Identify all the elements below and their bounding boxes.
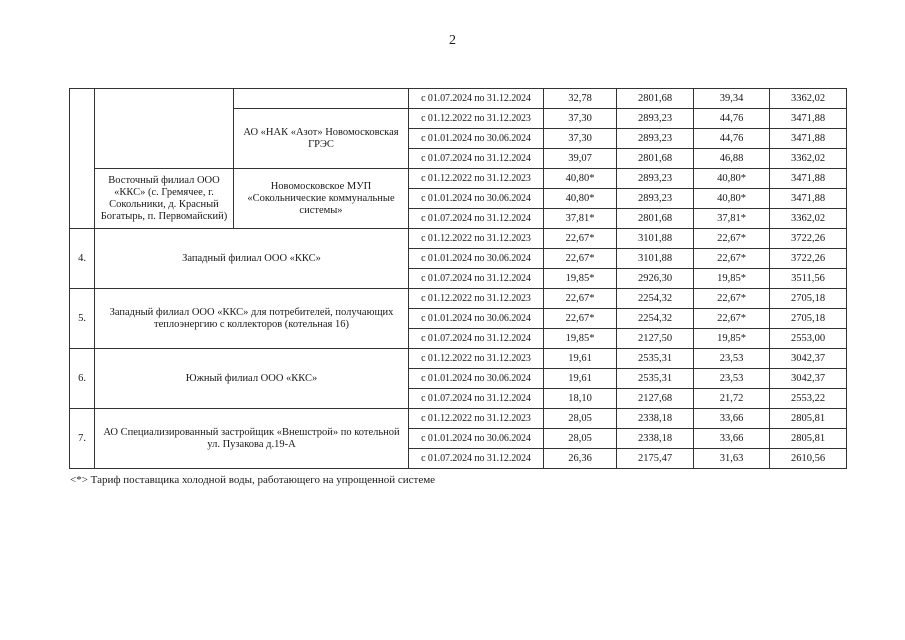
supplier-cell: АО «НАК «Азот» Новомосковская ГРЭС [234, 109, 409, 169]
period-cell: с 01.07.2024 по 31.12.2024 [409, 209, 544, 229]
period-cell: с 01.01.2024 по 30.06.2024 [409, 129, 544, 149]
value-cell: 22,67* [694, 309, 770, 329]
value-cell: 37,81* [544, 209, 617, 229]
supplier-cell: Новомосковское МУП «Сокольнические коммунальные системы» [234, 169, 409, 229]
footnote: <*> Тариф поставщика холодной воды, работающего на упрощенной системе [70, 474, 436, 486]
period-cell: с 01.01.2024 по 30.06.2024 [409, 369, 544, 389]
value-cell: 3101,88 [617, 249, 694, 269]
period-cell: с 01.01.2024 по 30.06.2024 [409, 249, 544, 269]
value-cell: 2893,23 [617, 169, 694, 189]
value-cell: 28,05 [544, 409, 617, 429]
value-cell: 2254,32 [617, 289, 694, 309]
table-row [70, 169, 847, 189]
period-cell: с 01.01.2024 по 30.06.2024 [409, 189, 544, 209]
value-cell: 31,63 [694, 449, 770, 469]
value-cell: 46,88 [694, 149, 770, 169]
period-cell: с 01.12.2022 по 31.12.2023 [409, 109, 544, 129]
value-cell: 2535,31 [617, 349, 694, 369]
value-cell: 2127,68 [617, 389, 694, 409]
tariff-table [69, 88, 847, 469]
value-cell: 26,36 [544, 449, 617, 469]
period-cell: с 01.12.2022 по 31.12.2023 [409, 289, 544, 309]
value-cell: 3722,26 [770, 229, 847, 249]
branch-name-cell: АО Специализированный застройщик «Внешстрой» по котельной ул. Пузакова д.19-А [95, 409, 409, 469]
value-cell: 2175,47 [617, 449, 694, 469]
value-cell: 39,07 [544, 149, 617, 169]
value-cell: 37,30 [544, 109, 617, 129]
period-cell: с 01.07.2024 по 31.12.2024 [409, 329, 544, 349]
table-row [70, 229, 847, 249]
value-cell: 40,80* [694, 169, 770, 189]
supplier-cell [234, 89, 409, 109]
value-cell: 22,67* [544, 309, 617, 329]
value-cell: 32,78 [544, 89, 617, 109]
period-cell: с 01.07.2024 по 31.12.2024 [409, 449, 544, 469]
value-cell: 22,67* [544, 249, 617, 269]
value-cell: 2801,68 [617, 149, 694, 169]
value-cell: 22,67* [544, 229, 617, 249]
period-cell: с 01.07.2024 по 31.12.2024 [409, 389, 544, 409]
value-cell: 19,85* [694, 329, 770, 349]
value-cell: 3362,02 [770, 89, 847, 109]
value-cell: 19,61 [544, 369, 617, 389]
value-cell: 3042,37 [770, 349, 847, 369]
branch-cell: Восточный филиал ООО «ККС» (с. Гремячее, г. Сокольники, д. Красный Богатырь, п. Первомайский) [95, 169, 234, 229]
value-cell: 3101,88 [617, 229, 694, 249]
row-number-cell: 7. [70, 409, 95, 469]
value-cell: 3362,02 [770, 149, 847, 169]
value-cell: 19,85* [544, 329, 617, 349]
value-cell: 37,30 [544, 129, 617, 149]
branch-name-cell: Западный филиал ООО «ККС» для потребителей, получающих теплоэнергию с коллекторов (котельная 16) [95, 289, 409, 349]
value-cell: 33,66 [694, 429, 770, 449]
value-cell: 2705,18 [770, 309, 847, 329]
period-cell: с 01.12.2022 по 31.12.2023 [409, 349, 544, 369]
value-cell: 23,53 [694, 369, 770, 389]
value-cell: 2893,23 [617, 129, 694, 149]
period-cell: с 01.12.2022 по 31.12.2023 [409, 409, 544, 429]
value-cell: 22,67* [694, 249, 770, 269]
value-cell: 44,76 [694, 129, 770, 149]
value-cell: 2805,81 [770, 429, 847, 449]
value-cell: 2893,23 [617, 189, 694, 209]
table-row [70, 349, 847, 369]
row-number-cell [70, 89, 95, 229]
value-cell: 2893,23 [617, 109, 694, 129]
value-cell: 40,80* [544, 169, 617, 189]
value-cell: 3511,56 [770, 269, 847, 289]
value-cell: 44,76 [694, 109, 770, 129]
row-number-cell: 5. [70, 289, 95, 349]
value-cell: 2127,50 [617, 329, 694, 349]
value-cell: 23,53 [694, 349, 770, 369]
value-cell: 2610,56 [770, 449, 847, 469]
value-cell: 3471,88 [770, 169, 847, 189]
period-cell: с 01.07.2024 по 31.12.2024 [409, 89, 544, 109]
value-cell: 21,72 [694, 389, 770, 409]
value-cell: 2801,68 [617, 209, 694, 229]
period-cell: с 01.12.2022 по 31.12.2023 [409, 169, 544, 189]
page-number: 2 [449, 33, 456, 48]
value-cell: 3362,02 [770, 209, 847, 229]
period-cell: с 01.12.2022 по 31.12.2023 [409, 229, 544, 249]
value-cell: 18,10 [544, 389, 617, 409]
row-number-cell: 4. [70, 229, 95, 289]
value-cell: 22,67* [694, 229, 770, 249]
value-cell: 19,61 [544, 349, 617, 369]
branch-name-cell: Южный филиал ООО «ККС» [95, 349, 409, 409]
value-cell: 2805,81 [770, 409, 847, 429]
value-cell: 37,81* [694, 209, 770, 229]
table-row [70, 409, 847, 429]
table-row [70, 89, 847, 109]
value-cell: 2705,18 [770, 289, 847, 309]
value-cell: 2926,30 [617, 269, 694, 289]
value-cell: 2338,18 [617, 409, 694, 429]
value-cell: 2553,22 [770, 389, 847, 409]
value-cell: 28,05 [544, 429, 617, 449]
value-cell: 3722,26 [770, 249, 847, 269]
value-cell: 33,66 [694, 409, 770, 429]
value-cell: 40,80* [544, 189, 617, 209]
value-cell: 2801,68 [617, 89, 694, 109]
value-cell: 2553,00 [770, 329, 847, 349]
value-cell: 19,85* [544, 269, 617, 289]
row-number-cell: 6. [70, 349, 95, 409]
value-cell: 3471,88 [770, 189, 847, 209]
value-cell: 2338,18 [617, 429, 694, 449]
value-cell: 22,67* [694, 289, 770, 309]
period-cell: с 01.01.2024 по 30.06.2024 [409, 429, 544, 449]
value-cell: 2254,32 [617, 309, 694, 329]
branch-name-cell: Западный филиал ООО «ККС» [95, 229, 409, 289]
value-cell: 3042,37 [770, 369, 847, 389]
period-cell: с 01.07.2024 по 31.12.2024 [409, 149, 544, 169]
value-cell: 3471,88 [770, 109, 847, 129]
value-cell: 3471,88 [770, 129, 847, 149]
value-cell: 40,80* [694, 189, 770, 209]
branch-cell [95, 89, 234, 169]
value-cell: 39,34 [694, 89, 770, 109]
period-cell: с 01.07.2024 по 31.12.2024 [409, 269, 544, 289]
value-cell: 19,85* [694, 269, 770, 289]
table-row [70, 289, 847, 309]
period-cell: с 01.01.2024 по 30.06.2024 [409, 309, 544, 329]
value-cell: 22,67* [544, 289, 617, 309]
value-cell: 2535,31 [617, 369, 694, 389]
